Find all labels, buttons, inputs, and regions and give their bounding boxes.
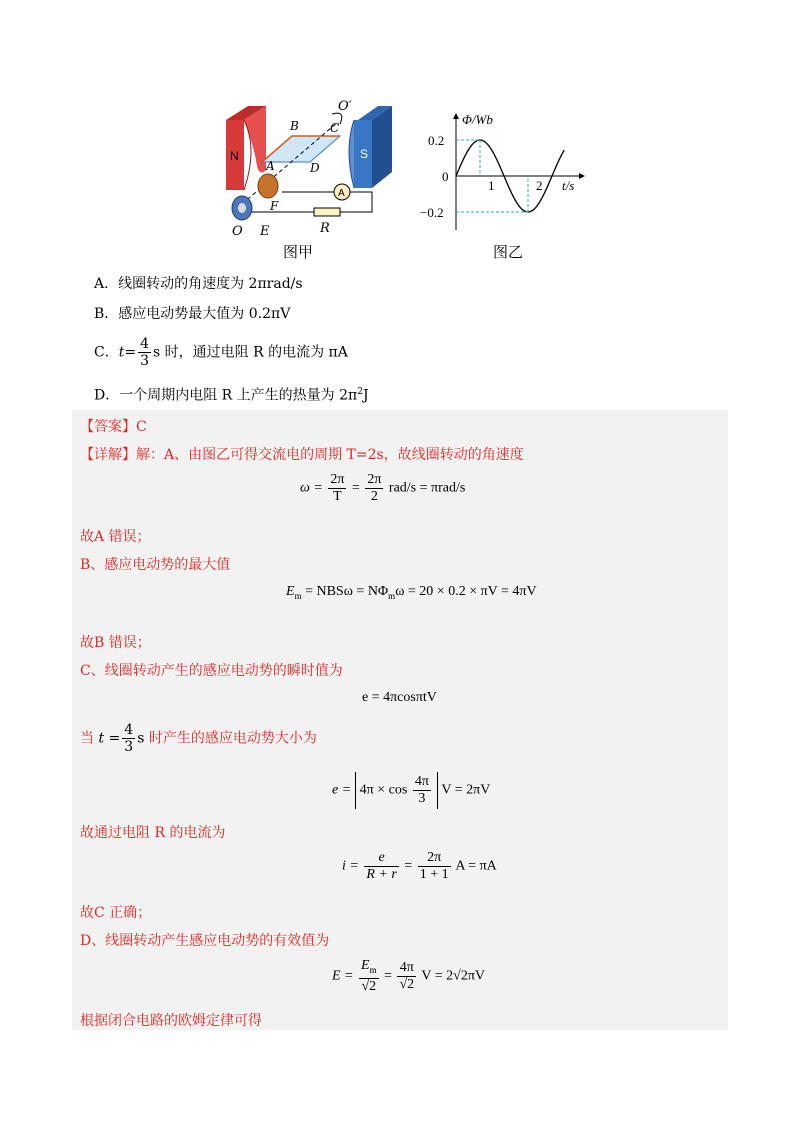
phi-time-chart [420, 108, 590, 234]
label-e: E [260, 224, 270, 239]
answer-line: 【答案】C [80, 419, 147, 435]
phi-data-point [467, 150, 468, 151]
label-ammeter: A [338, 188, 345, 199]
equation-instant: e = 4πcosπtV [362, 690, 437, 705]
a-wrong: 故A 错误； [80, 529, 151, 545]
option-c-t: t= [118, 344, 137, 361]
option-a: A．线圈转动的角速度为 2πrad/s [94, 276, 303, 292]
option-c-fraction: $\frac{4}{3}$ [140, 336, 149, 369]
option-c-suffix: s 时，通过电阻 R 的电流为 πA [153, 344, 348, 361]
b-intro: B、感应电动势的最大值 [80, 557, 231, 573]
label-f: F [270, 199, 279, 213]
label-d: D [310, 161, 320, 175]
equation-e-value: e = 4π × cos $\frac{4\pi}{3}$ V = 2πV [332, 772, 490, 809]
y-tick-zero: 0 [442, 169, 449, 184]
d-intro: D、线圈转动产生感应电动势的有效值为 [80, 933, 330, 949]
c-intro: C、线圈转动产生的感应电动势的瞬时值为 [80, 663, 343, 679]
option-c [94, 336, 348, 369]
label-s: S [360, 147, 369, 161]
x-axis-label: t/s [562, 178, 575, 193]
phi-data-point [455, 175, 456, 176]
option-d: D．一个周期内电阻 R 上产生的热量为 $2\pi^2J$ [94, 387, 369, 404]
last-line: 根据闭合电路的欧姆定律可得 [80, 1013, 262, 1029]
phi-data-point [551, 175, 552, 176]
label-n: N [230, 149, 239, 163]
label-c: C [330, 121, 340, 135]
label-oprime: O′ [338, 100, 352, 114]
c-when: 当 t = $\frac{4}{3}$ s 时产生的感应电动势大小为 [80, 722, 317, 755]
y-axis-label: Φ/Wb [462, 112, 493, 127]
phi-data-point [539, 201, 540, 202]
phi-data-point [515, 201, 516, 202]
phi-data-point [563, 150, 564, 151]
label-b: B [290, 119, 299, 133]
phi-data-point [503, 175, 504, 176]
equation-em: $E_m = NBS\omega = N\Phi_m\omega = 20 \times 0.2 \times \pi V = 4\pi V$ [286, 584, 537, 601]
c-right: 故C 正确； [80, 905, 152, 921]
label-a: A [266, 159, 275, 173]
label-r: R [320, 221, 330, 236]
equation-effective: E = $\frac{E_m}{√2}$ = $\frac{4\pi}{√2}$ V = 2√2πV [332, 958, 486, 994]
figure-right-caption: 图乙 [493, 243, 524, 261]
equation-current: i = $\frac{e}{R + r}$ = $\frac{2\pi}{1 + 1}$ A = πA [342, 850, 497, 882]
option-b: B．感应电动势最大值为 0.2πV [94, 306, 291, 322]
y-tick-top: 0.2 [428, 133, 445, 148]
b-wrong: 故B 错误； [80, 635, 151, 651]
c-current: 故通过电阻 R 的电流为 [80, 825, 226, 841]
phi-data-point [491, 150, 492, 151]
x-tick-2: 2 [536, 178, 543, 193]
apparatus-figure [222, 100, 402, 240]
detail-intro: 【详解】解：A、由图乙可得交流电的周期 T=2s，故线圈转动的角速度 [80, 447, 524, 463]
option-c-prefix: C． [94, 344, 119, 361]
y-tick-bottom: −0.2 [420, 205, 444, 220]
x-tick-1: 1 [488, 178, 495, 193]
equation-omega: ω = $\frac{2\pi}{T}$ = $\frac{2\pi}{2}$ rad/s = πrad/s [300, 472, 466, 504]
label-o: O [232, 224, 243, 239]
figure-left-caption: 图甲 [283, 243, 314, 261]
